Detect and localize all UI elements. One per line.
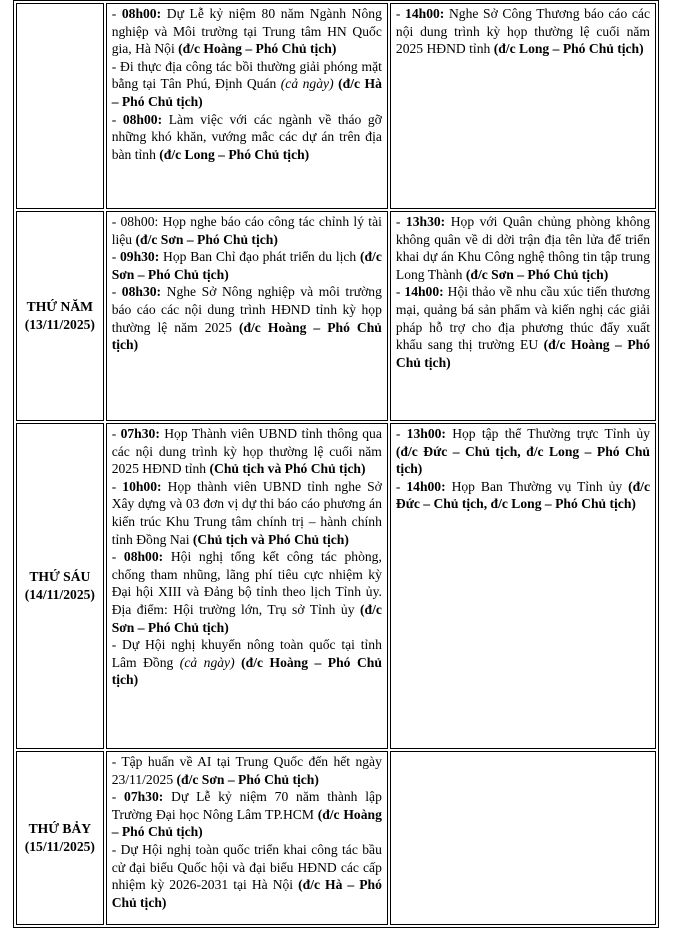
entry-emphasis: 07h30: bbox=[124, 789, 164, 805]
schedule-entry bbox=[112, 425, 382, 478]
entry-text: Họp với Quân chủng phòng không không quân về di dời trận địa tên lửa để triển khai dự án Khu Công nghệ thông tin tập trung Long Thành bbox=[395, 214, 650, 282]
schedule-row-saturday bbox=[16, 751, 656, 925]
entry-emphasis: (đ/c Đức – Chủ tịch, đ/c Long – Phó Chủ tịch) bbox=[395, 478, 650, 512]
schedule-entry bbox=[112, 213, 382, 248]
entry-emphasis: (đ/c Hoàng – Phó Chủ tịch) bbox=[178, 41, 337, 57]
entry-emphasis: (đ/c Hoàng – Phó Chủ tịch) bbox=[111, 319, 382, 353]
day-date: (14/11/2025) bbox=[24, 587, 95, 602]
entry-text: Họp Ban Chỉ đạo phát triển du lịch bbox=[159, 249, 360, 265]
day-cell bbox=[16, 3, 104, 209]
entry-emphasis: (đ/c Hoàng – Phó Chủ tịch) bbox=[111, 654, 382, 688]
schedule-entry bbox=[112, 478, 382, 548]
entry-emphasis: (Chủ tịch và Phó Chủ tịch) bbox=[192, 531, 349, 547]
entry-text: Làm việc với các ngành về tháo gỡ những khó khăn, vướng mắc các dự án trên địa bàn tỉnh bbox=[111, 111, 382, 162]
entry-text: Hội thảo về nhu cầu xúc tiến thương mại, quảng bá sản phẩm và kiến nghị các giải pháp hỗ trợ cho địa phương thúc đẩy xuất khẩu sang thị trường EU bbox=[395, 284, 650, 353]
entry-text: - bbox=[111, 478, 123, 494]
entry-text: - bbox=[395, 214, 406, 229]
entry-text: - bbox=[395, 6, 406, 21]
entry-text: - bbox=[111, 111, 123, 127]
entry-text: Dự Lễ kỷ niệm 70 năm thành lập Trường Đại học Nông Lâm TP.HCM bbox=[111, 789, 382, 822]
schedule-entry bbox=[112, 5, 382, 58]
entry-text: - bbox=[395, 478, 407, 494]
afternoon-cell bbox=[390, 423, 656, 749]
schedule-entry bbox=[112, 753, 382, 788]
entry-text: - Dự Hội nghị toàn quốc triển khai công tác bầu cử đại biểu Quốc hội và đại biểu HĐND các cấp nhiệm kỳ 2026-2031 tại Hà Nội bbox=[111, 841, 382, 893]
entry-emphasis: (đ/c Hoàng – Phó Chủ tịch) bbox=[111, 806, 382, 840]
entry-emphasis: 14h00: bbox=[404, 284, 444, 300]
morning-cell bbox=[106, 751, 388, 925]
day-date: (15/11/2025) bbox=[24, 839, 95, 854]
afternoon-cell bbox=[390, 3, 656, 209]
afternoon-cell bbox=[390, 211, 656, 421]
schedule-entry bbox=[112, 248, 382, 283]
entry-emphasis: 10h00: bbox=[122, 478, 162, 494]
schedule-entry bbox=[396, 425, 650, 478]
entry-text: - bbox=[111, 249, 120, 265]
entry-text: Dự Lễ kỷ niệm 80 năm Ngành Nông nghiệp và Môi trường tại Trung tâm HN Quốc gia, Hà Nội bbox=[111, 6, 382, 57]
entry-text: Họp tập thể Thường trực Tỉnh ủy bbox=[445, 426, 650, 441]
entry-emphasis: 09h30: bbox=[119, 249, 160, 265]
entry-emphasis: (đ/c Đức – Chủ tịch, đ/c Long – Phó Chủ tịch) bbox=[395, 443, 650, 477]
entry-emphasis: (đ/c Hà – Phó Chủ tịch) bbox=[111, 877, 382, 910]
day-cell bbox=[16, 751, 104, 925]
entry-emphasis: (đ/c Sơn – Phó Chủ tịch) bbox=[111, 601, 382, 635]
schedule-entry bbox=[396, 213, 650, 283]
schedule-row-friday bbox=[16, 423, 656, 749]
entry-text: - Đi thực địa công tác bồi thường giải phóng mặt bằng tại Tân Phú, Định Quán bbox=[111, 58, 382, 92]
schedule-entry bbox=[112, 58, 382, 111]
schedule-entry bbox=[112, 111, 382, 164]
schedule-entry bbox=[112, 788, 382, 841]
entry-emphasis: (đ/c Hà – Phó Chủ tịch) bbox=[111, 76, 382, 109]
entry-text: - 08h00: Họp nghe báo cáo công tác chỉnh lý tài liệu bbox=[111, 214, 382, 247]
entry-text: - Tập huấn về AI tại Trung Quốc đến hết ngày 23/11/2025 bbox=[111, 754, 382, 787]
entry-emphasis: 13h00: bbox=[406, 426, 446, 441]
schedule-entry bbox=[396, 478, 650, 513]
entry-text: Họp Thành viên UBND tỉnh thông qua các nội dung trình kỳ họp thường lệ cuối năm 2025 HĐND tỉnh bbox=[111, 426, 382, 477]
entry-text: - bbox=[111, 284, 122, 300]
day-cell bbox=[16, 423, 104, 749]
entry-emphasis: 14h00: bbox=[406, 478, 446, 494]
entry-emphasis: 08h00: bbox=[121, 6, 162, 21]
entry-text: Nghe Sở Công Thương báo cáo các nội dung trình kỳ họp thường lệ cuối năm 2025 HĐND tỉnh bbox=[395, 6, 650, 57]
schedule-entry bbox=[396, 5, 650, 58]
entry-emphasis: (đ/c Sơn – Phó Chủ tịch) bbox=[111, 249, 382, 282]
day-date: (13/11/2025) bbox=[24, 317, 95, 332]
schedule-entry bbox=[112, 636, 382, 689]
entry-emphasis: (đ/c Sơn – Phó Chủ tịch) bbox=[465, 266, 609, 282]
entry-text: - bbox=[111, 426, 121, 441]
schedule-row-continued bbox=[16, 3, 656, 209]
entry-emphasis: (đ/c Long – Phó Chủ tịch) bbox=[159, 146, 310, 162]
schedule-row-thursday bbox=[16, 211, 656, 421]
entry-text: Hội nghị tổng kết công tác phòng, chống tham nhũng, lãng phí tiêu cực nhiệm kỳ Đại hội XIII và Đảng bộ tỉnh theo lịch Tỉnh ủy. Địa điểm: Hội trường lớn, Trụ sở Tỉnh ủy bbox=[111, 549, 382, 617]
morning-cell bbox=[106, 423, 388, 749]
entry-text: Họp thành viên UBND tỉnh nghe Sở Xây dựng và 03 đơn vị dự thi báo cáo phương án kiến trúc Khu Trung tâm chính trị – hành chính tỉnh Đồng Nai bbox=[111, 478, 382, 547]
morning-cell bbox=[106, 211, 388, 421]
entry-emphasis: (Chủ tịch và Phó Chủ tịch) bbox=[209, 461, 366, 477]
entry-text: - bbox=[395, 284, 405, 300]
entry-emphasis: 08h00: bbox=[123, 549, 164, 565]
afternoon-cell bbox=[390, 751, 656, 925]
entry-emphasis: 13h30: bbox=[405, 214, 446, 229]
entry-text: - bbox=[111, 549, 124, 565]
entry-emphasis: 08h00: bbox=[122, 111, 163, 127]
schedule-entry bbox=[112, 283, 382, 353]
entry-note: (cả ngày) bbox=[280, 76, 334, 92]
entry-text: - bbox=[395, 426, 407, 441]
entry-emphasis: (đ/c Sơn – Phó Chủ tịch) bbox=[135, 231, 278, 247]
entry-emphasis: 14h00: bbox=[405, 6, 445, 21]
schedule-entry bbox=[112, 841, 382, 911]
entry-note: (cả ngày) bbox=[179, 654, 235, 670]
day-name: THỨ NĂM bbox=[26, 299, 93, 315]
entry-text: - bbox=[111, 789, 125, 805]
morning-cell bbox=[106, 3, 388, 209]
schedule-table bbox=[13, 0, 659, 928]
entry-emphasis: 08h30: bbox=[121, 284, 162, 300]
day-name: THỨ BẢY bbox=[28, 821, 92, 837]
entry-text: Họp Ban Thường vụ Tỉnh ủy bbox=[445, 478, 629, 494]
entry-text: Nghe Sở Nông nghiệp và môi trường báo cáo các nội dung trình HĐND tỉnh kỳ họp thường lệ năm 2025 bbox=[111, 284, 382, 335]
entry-emphasis: (đ/c Hoàng – Phó Chủ tịch) bbox=[395, 337, 651, 370]
entry-text: - Dự Hội nghị khuyến nông toàn quốc tại tỉnh Lâm Đồng bbox=[111, 637, 382, 670]
schedule-entry bbox=[396, 283, 650, 371]
entry-emphasis: 07h30: bbox=[120, 426, 160, 441]
entry-emphasis: (đ/c Long – Phó Chủ tịch) bbox=[493, 41, 644, 57]
entry-text: - bbox=[111, 6, 122, 21]
schedule-entry bbox=[112, 548, 382, 636]
entry-emphasis: (đ/c Sơn – Phó Chủ tịch) bbox=[176, 771, 319, 787]
day-cell bbox=[16, 211, 104, 421]
day-name: THỨ SÁU bbox=[29, 569, 91, 585]
